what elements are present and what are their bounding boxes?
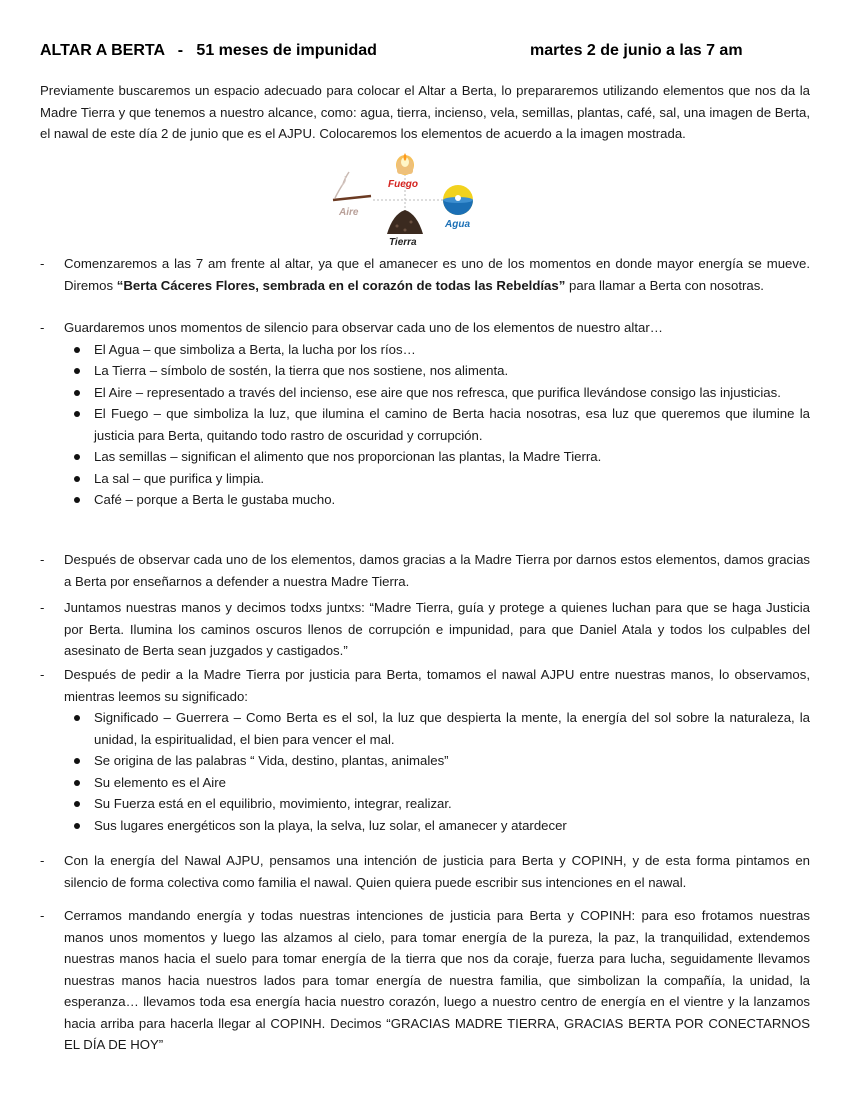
list-item-text: Café – porque a Berta le gustaba mucho. xyxy=(94,492,336,507)
list-item-text: El Agua – que simboliza a Berta, la lucha por los ríos… xyxy=(94,341,416,357)
step-intention xyxy=(40,850,810,893)
list-item-text: Su Fuerza está en el equilibrio, movimiento, integrar, realizar. xyxy=(94,796,452,811)
list-item-text: Las semillas – significan el alimento que nos proporcionan las plantas, la Madre Tierra. xyxy=(94,449,602,464)
water-label: Agua xyxy=(445,219,470,230)
step-closing-text: Cerramos mandando energía y todas nuestras intenciones de justicia para Berta y COPINH: para eso frotamos nuestras manos unos momentos y luego las alzamos al cielo, para tomar energía de la pureza, la paz, la tranquilidad, extendemos nuestras manos hacia el suelo para tomar energía de la tierra que nos da coraje, fuerza para lucha, seguidamente llevamos nuestras manos hacia nuestros lados para tomar energía de nuestra familia, que simbolizan la compañía, la unidad, la esperanza… llevamos toda esa energía hacia nuestro corazón, luego a nuestro centro de energía en el vientre y la lanzamos hacia arriba para hacerla llegar al COPINH. Decimos “GRACIAS MADRE TIERRA, GRACIAS BERTA POR CONECTARNOS EL DÍA DE HOY” xyxy=(64,908,810,1052)
bullet-icon xyxy=(74,801,80,807)
step-closing xyxy=(40,905,810,1056)
step-prayer xyxy=(40,597,810,662)
event-date: martes 2 de junio a las 7 am xyxy=(530,42,743,59)
altar-diagram xyxy=(325,152,485,250)
air-label: Aire xyxy=(339,207,359,218)
list-item-text: La Tierra – símbolo de sostén, la tierra que nos sostiene, nos alimenta. xyxy=(94,363,509,378)
step-start-invocation: “Berta Cáceres Flores, sembrada en el corazón de todas las Rebeldías” xyxy=(116,277,566,293)
step-prayer-text: Juntamos nuestras manos y decimos todxs juntxs: “Madre Tierra, guía y protege a quienes luchan para que se haga Justicia por Berta. Ilumina los caminos oscuros llenos de corrupción e impunidad, para que Daniel Atala y todos los culpables del asesinato de Berta sean juzgados y castigados.” xyxy=(64,600,810,658)
bullet-icon xyxy=(74,390,80,396)
fire-label: Fuego xyxy=(388,179,418,190)
bullet-icon xyxy=(74,411,80,417)
list-item xyxy=(70,339,810,361)
list-item xyxy=(70,403,810,446)
list-item xyxy=(70,446,810,468)
dash-marker: - xyxy=(40,552,45,567)
document-header xyxy=(40,42,810,64)
list-item-text: Su elemento es el Aire xyxy=(94,774,226,790)
list-item-text: Significado – Guerrera – Como Berta es el sol, la luz que despierta la mente, la energía del sol sobre la naturaleza, la unidad, la espiritualidad, el bien para vencer el mal. xyxy=(94,710,810,747)
step-gratitude-text: Después de observar cada uno de los elementos, damos gracias a la Madre Tierra por darnos estos elementos, damos gracias a Berta por enseñarnos a defender a nuestra Madre Tierra. xyxy=(64,552,810,589)
list-item xyxy=(70,707,810,750)
list-item xyxy=(70,750,810,772)
step-gratitude xyxy=(40,549,810,592)
dash-marker: - xyxy=(40,853,45,868)
step-silence xyxy=(40,317,810,511)
dash-marker: - xyxy=(40,908,45,923)
bullet-icon xyxy=(74,368,80,374)
bullet-icon xyxy=(74,347,80,353)
altar-elements-figure xyxy=(325,152,485,250)
intro-paragraph: Previamente buscaremos un espacio adecuado para colocar el Altar a Berta, lo prepararemos utilizando elementos que nos da la Madre Tierra y que tenemos a nuestro alcance, como: agua, tierra, incienso, vela, semillas, plantas, café, sal, una imagen de Berta, el nawal de este día 2 de junio que es el AJPU. Colocaremos los elementos de acuerdo a la imagen mostrada. xyxy=(40,83,810,141)
soil-icon xyxy=(387,210,423,234)
list-item xyxy=(70,468,810,490)
earth-label: Tierra xyxy=(389,237,417,248)
list-item-text: El Fuego – que simboliza la luz, que ilumina el camino de Berta hacia nosotras, esa luz que queremos que ilumine la justicia para Berta, quitando todo rastro de oscuridad y corrupción. xyxy=(94,406,810,443)
dash-marker: - xyxy=(40,600,45,615)
dash-marker: - xyxy=(40,256,45,271)
step-start xyxy=(40,253,810,296)
list-item-text: Sus lugares energéticos son la playa, la selva, luz solar, el amanecer y atardecer xyxy=(94,817,567,833)
list-item xyxy=(70,382,810,404)
bullet-icon xyxy=(74,823,80,829)
altar-elements-list xyxy=(70,339,810,511)
list-item xyxy=(70,360,810,382)
step-intention-text: Con la energía del Nawal AJPU, pensamos una intención de justicia para Berta y COPINH, y de esta forma pintamos en silencio de forma colectiva como familia el nawal. Quien quiera puede escribir sus intenciones en el nawal. xyxy=(64,853,810,890)
step-nawal-text: Después de pedir a la Madre Tierra por justicia para Berta, tomamos el nawal AJPU entre nuestras manos, lo observamos, mientras leemos su significado: xyxy=(64,667,810,704)
list-item xyxy=(70,793,810,815)
list-item-text: Se origina de las palabras “ Vida, destino, plantas, animales” xyxy=(94,753,449,768)
step-nawal xyxy=(40,664,810,836)
list-item xyxy=(70,772,810,794)
dash-marker: - xyxy=(40,320,45,335)
list-item-text: El Aire – representado a través del incienso, ese aire que nos refresca, que purifica llevándose consigo las injusticias. xyxy=(94,384,781,400)
step-start-intro: Comenzaremos a las 7 am frente al altar, ya que el amanecer es uno de los momentos en donde mayor energía se mueve. Diremos xyxy=(64,256,810,293)
step-start-text xyxy=(64,253,810,296)
list-item xyxy=(70,815,810,837)
bullet-icon xyxy=(74,715,80,721)
dash-marker: - xyxy=(40,667,45,682)
step-start-closing: para llamar a Berta con nosotras. xyxy=(565,277,764,293)
document-title: ALTAR A BERTA - 51 meses de impunidad xyxy=(40,42,377,59)
nawal-meaning-list xyxy=(70,707,810,836)
incense-icon xyxy=(333,172,371,200)
water-drop-icon xyxy=(443,185,473,215)
candle-icon xyxy=(396,153,414,175)
list-item xyxy=(70,489,810,511)
bullet-icon xyxy=(74,476,80,482)
bullet-icon xyxy=(74,454,80,460)
list-item-text: La sal – que purifica y limpia. xyxy=(94,470,265,486)
bullet-icon xyxy=(74,780,80,786)
bullet-icon xyxy=(74,497,80,503)
step-silence-text: Guardaremos unos momentos de silencio para observar cada uno de los elementos de nuestro altar… xyxy=(64,320,663,335)
bullet-icon xyxy=(74,758,80,764)
